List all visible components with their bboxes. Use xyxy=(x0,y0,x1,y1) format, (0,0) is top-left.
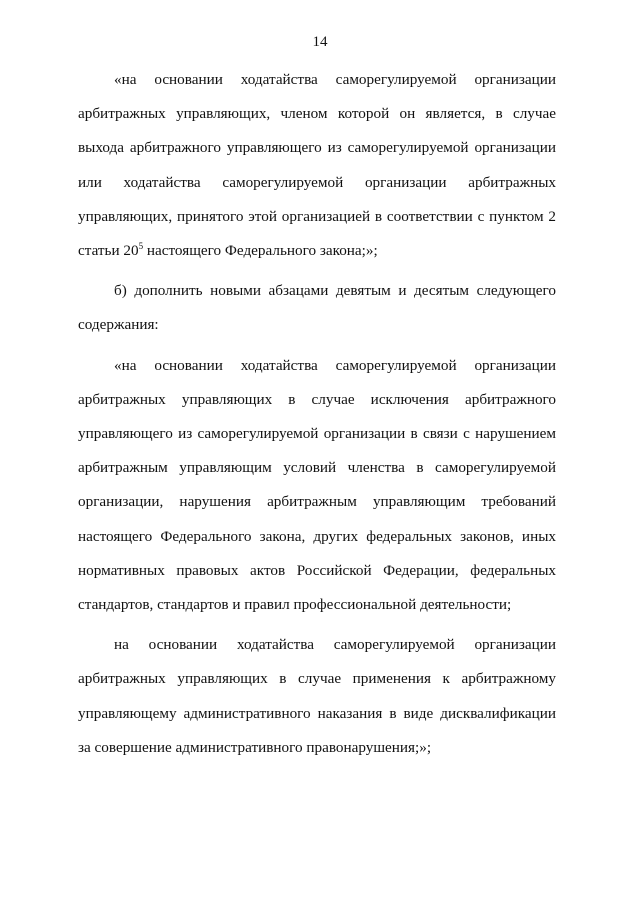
paragraph-1-text: «на основании ходатайства саморегулируемой организации арбитражных управляющих, членом которой он является, в случае выхода арбитражного управляющего из саморегулируемой организации или ходатайства саморегулируемой организации арбитражных управляющих, принятого этой организацией в соответствии с пунктом 2 статьи 20 xyxy=(78,71,556,260)
paragraph-4: на основании ходатайства саморегулируемой организации арбитражных управляющих в случае применения к арбитражному управляющему административного наказания в виде дисквалификации за совершение административного правонарушения;»; xyxy=(78,636,556,756)
paragraph-1 xyxy=(78,63,556,268)
paragraph-2: б) дополнить новыми абзацами девятым и десятым следующего содержания: xyxy=(78,282,556,334)
paragraph-1-tail: настоящего Федерального закона;»; xyxy=(143,242,378,260)
paragraph-3: «на основании ходатайства саморегулируемой организации арбитражных управляющих в случае исключения арбитражного управляющего из саморегулируемой организации в связи с нарушением арбитражным управляющим условий членства в саморегулируемой организации, нарушения арбитражным управляющим требований настоящего Федерального закона, других федеральных законов, иных нормативных правовых актов Российской Федерации, федеральных стандартов, стандартов и правил профессиональной деятельности; xyxy=(78,356,556,614)
page-number: 14 xyxy=(312,34,328,50)
document-body xyxy=(78,63,556,765)
article-superscript: 5 xyxy=(138,241,144,252)
